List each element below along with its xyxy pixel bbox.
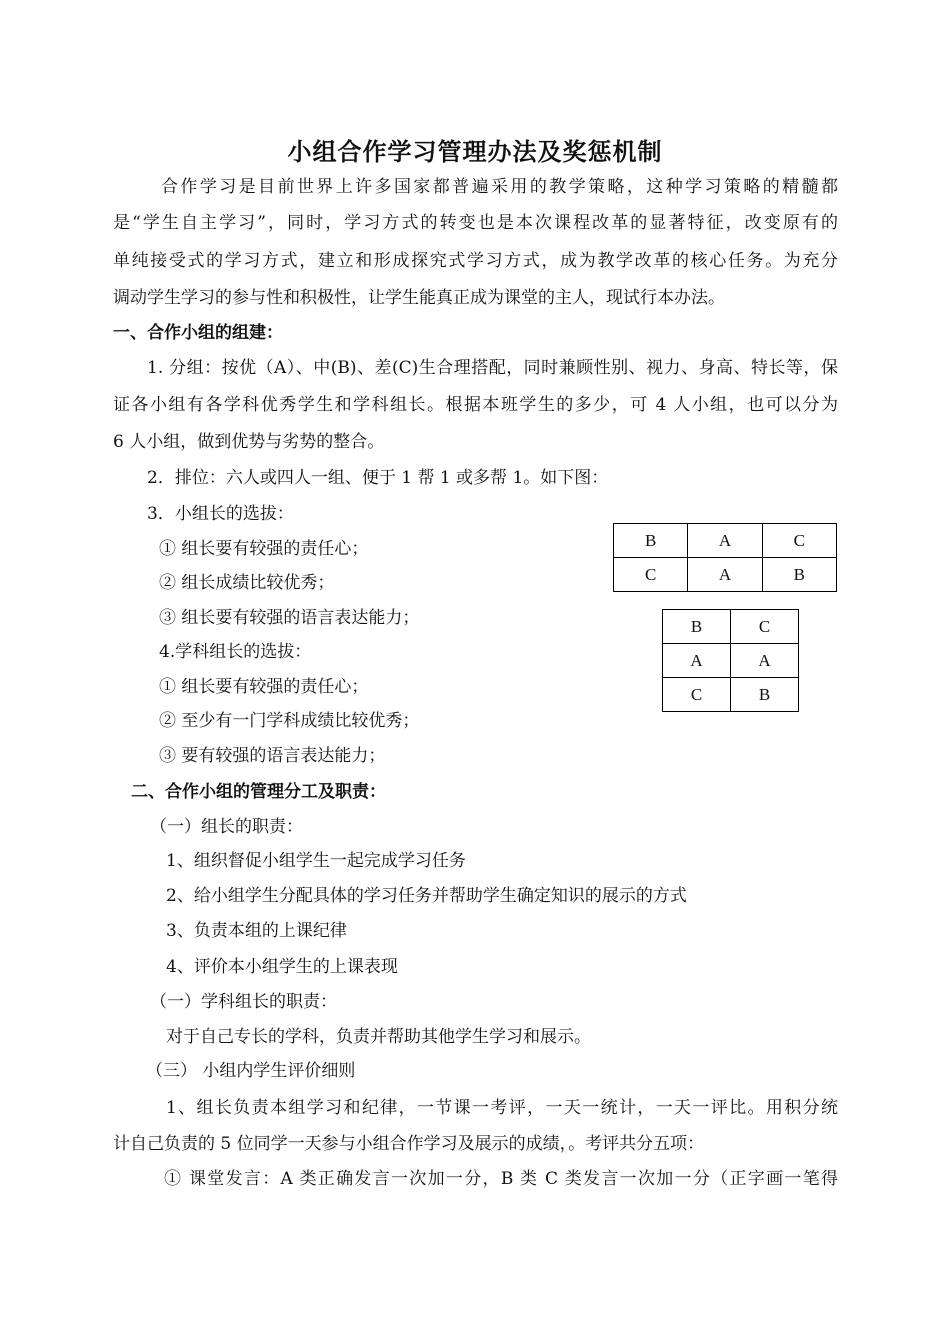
seat-cell: C xyxy=(663,678,731,712)
item4-text: 4.学科组长的选拔： xyxy=(159,642,312,662)
item3-point-3: ③ 组长要有较强的语言表达能力； xyxy=(159,608,420,628)
sub1-item-4: 4、评价本小组学生的上课表现 xyxy=(166,957,398,977)
item1-line-1: 1. 分组：按优（A）、中(B)、差(C)生合理搭配，同时兼顾性别、视力、身高、特长等，保 xyxy=(147,358,838,378)
seat-cell: C xyxy=(762,524,836,558)
item3-point-1: ① 组长要有较强的责任心； xyxy=(159,539,369,559)
seating-row xyxy=(614,524,837,558)
seating-row xyxy=(614,558,837,592)
sub1-item-1: 1、组织督促小组学生一起完成学习任务 xyxy=(166,851,466,871)
intro-line-3: 单纯接受式的学习方式，建立和形成探究式学习方式，成为教学改革的核心任务。为充分 xyxy=(113,251,838,271)
sub2-text: 对于自己专长的学科，负责并帮助其他学生学习和展示。 xyxy=(166,1027,591,1047)
sub3-heading: （三） 小组内学生评价细则 xyxy=(146,1061,356,1081)
item3-text: 3．小组长的选拔： xyxy=(147,504,294,524)
seating-row xyxy=(663,610,799,644)
sub3-line-1: 1、组长负责本组学习和纪律，一节课一考评，一天一统计，一天一评比。用积分统 xyxy=(166,1098,838,1118)
seat-cell: A xyxy=(731,644,799,678)
sub3-line-2: 计自己负责的 5 位同学一天参与小组合作学习及展示的成绩，。考评共分五项： xyxy=(113,1134,705,1154)
seat-cell: B xyxy=(663,610,731,644)
item4-point-3: ③ 要有较强的语言表达能力； xyxy=(159,746,386,766)
sub1-item-3: 3、负责本组的上课纪律 xyxy=(166,921,347,941)
sub1-heading: （一）组长的职责： xyxy=(150,817,303,837)
section1-heading: 一、合作小组的组建： xyxy=(113,323,283,343)
seat-cell: A xyxy=(688,524,762,558)
sub2-heading: （一）学科组长的职责： xyxy=(150,992,337,1012)
item1-line-2: 证各小组有各学科优秀学生和学科组长。根据本班学生的多少，可 4 人小组，也可以分为 xyxy=(113,395,838,415)
seat-cell: B xyxy=(614,524,688,558)
seating-chart-four xyxy=(662,609,799,712)
intro-line-1: 合作学习是目前世界上许多国家都普遍采用的教学策略，这种学习策略的精髓都 xyxy=(161,177,838,197)
intro-line-2: 是“学生自主学习”，同时，学习方式的转变也是本次课程改革的显著特征，改变原有的 xyxy=(113,213,838,233)
item4-point-2: ② 至少有一门学科成绩比较优秀； xyxy=(159,711,420,731)
section2-heading: 二、合作小组的管理分工及职责： xyxy=(131,782,386,802)
seat-cell: C xyxy=(614,558,688,592)
seating-row xyxy=(663,644,799,678)
seating-row xyxy=(663,678,799,712)
seat-cell: A xyxy=(688,558,762,592)
item2-text: 2．排位：六人或四人一组、便于 1 帮 1 或多帮 1。如下图： xyxy=(147,468,609,488)
sub1-item-2: 2、给小组学生分配具体的学习任务并帮助学生确定知识的展示的方式 xyxy=(166,886,687,906)
sub3-line-3: ① 课堂发言：A 类正确发言一次加一分，B 类 C 类发言一次加一分（正字画一笔得 xyxy=(164,1169,838,1189)
intro-line-4: 调动学生学习的参与性和积极性，让学生能真正成为课堂的主人，现试行本办法。 xyxy=(113,288,725,308)
seat-cell: B xyxy=(731,678,799,712)
document-title: 小组合作学习管理办法及奖惩机制 xyxy=(287,137,663,166)
seat-cell: A xyxy=(663,644,731,678)
seating-chart-six xyxy=(613,523,837,592)
seat-cell: C xyxy=(731,610,799,644)
item1-line-3: 6 人小组，做到优势与劣势的整合。 xyxy=(113,432,385,452)
item4-point-1: ① 组长要有较强的责任心； xyxy=(159,677,369,697)
seat-cell: B xyxy=(762,558,836,592)
item3-point-2: ② 组长成绩比较优秀； xyxy=(159,573,335,593)
